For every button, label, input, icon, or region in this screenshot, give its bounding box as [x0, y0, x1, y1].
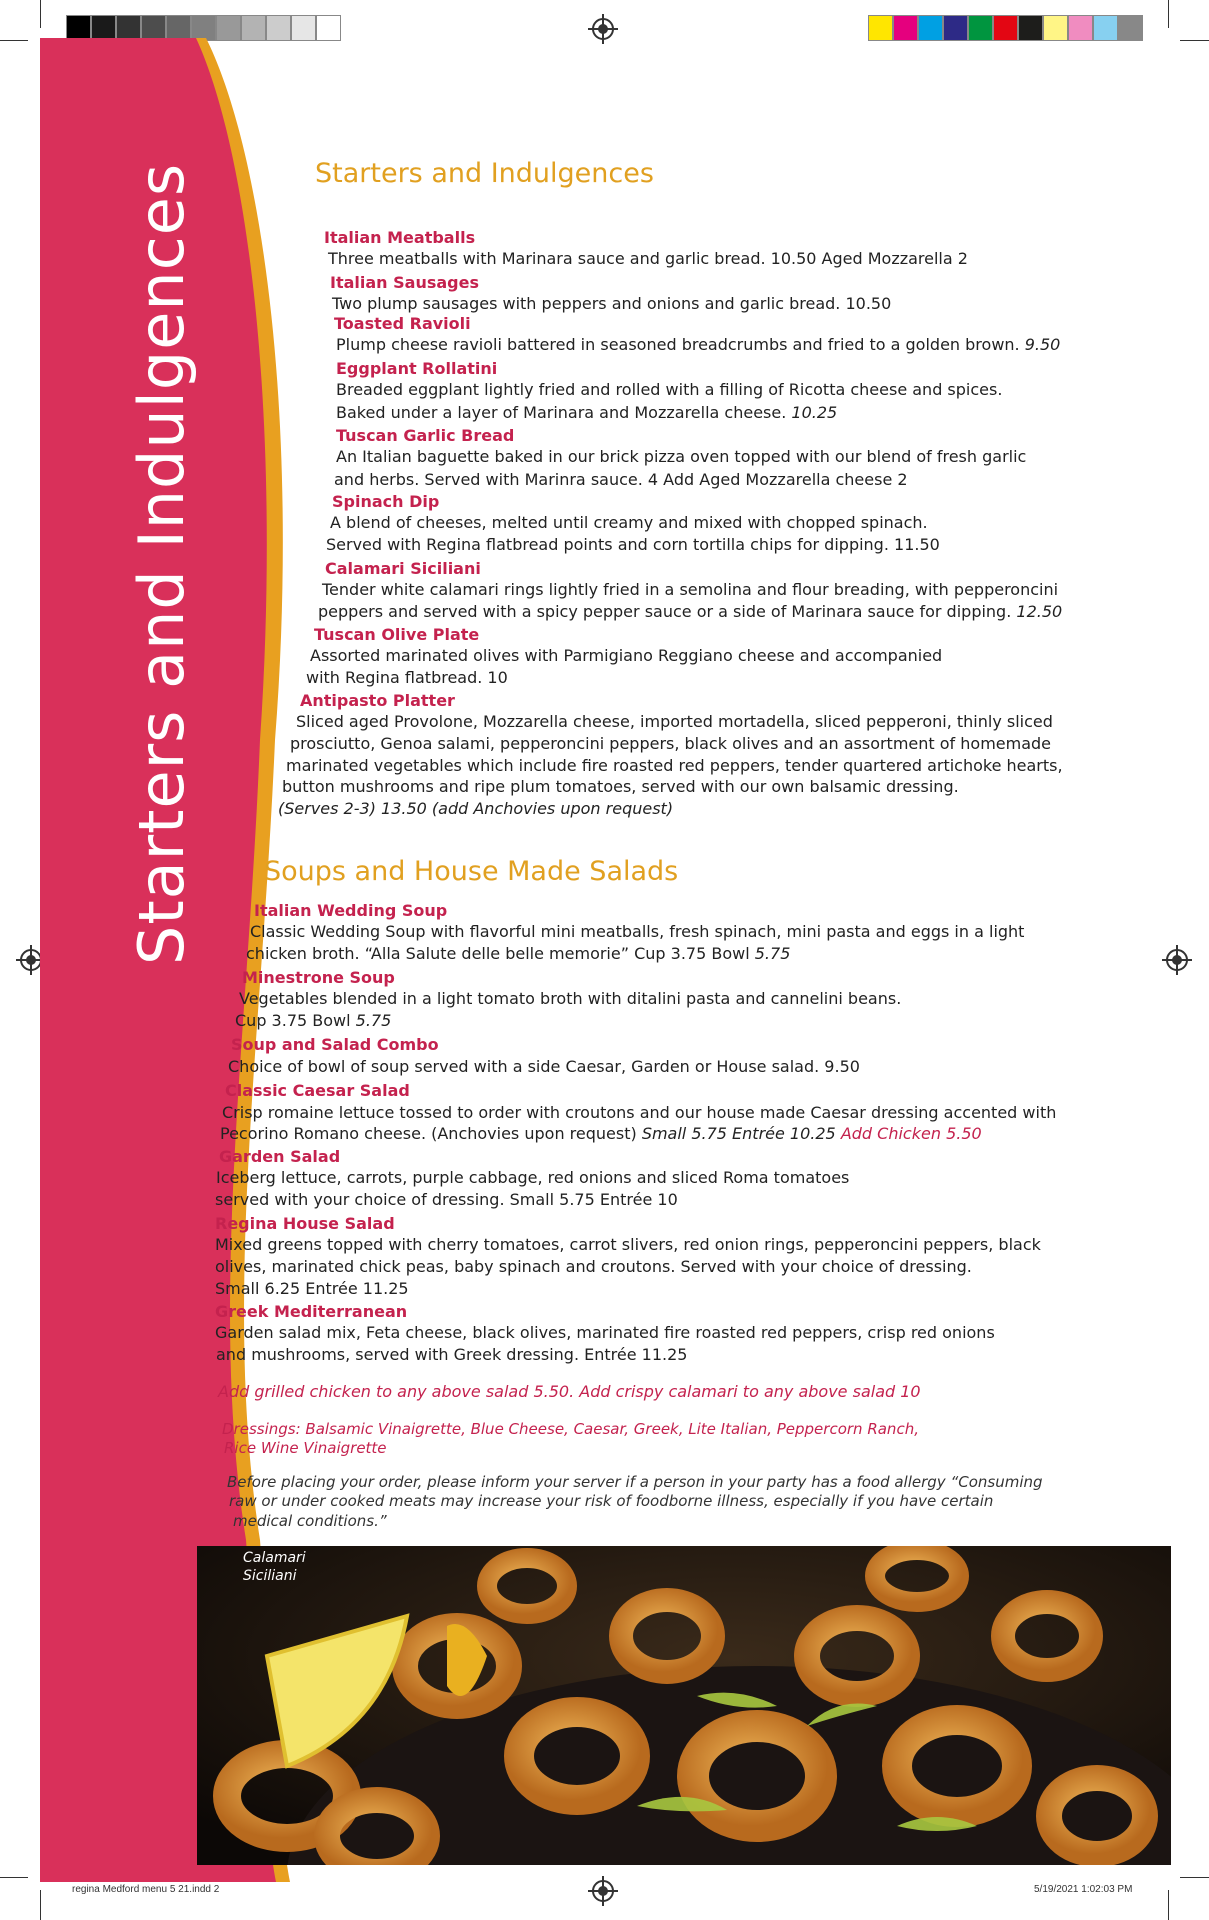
item-spinach-dip: Spinach Dip [332, 492, 440, 511]
soups-heading: Soups and House Made Salads [264, 856, 679, 887]
item-description: Cup 3.75 Bowl 5.75 [235, 1011, 392, 1030]
photo-caption: Calamari [243, 1550, 306, 1566]
item-toasted-ravioli: Toasted Ravioli [334, 314, 471, 333]
item-regina-house-salad: Regina House Salad [215, 1214, 395, 1233]
item-description: Served with Regina flatbread points and corn tortilla chips for dipping. 11.50 [326, 535, 940, 554]
item-description: and mushrooms, served with Greek dressing. Entrée 11.25 [216, 1345, 688, 1364]
color-swatch [893, 15, 918, 41]
item-addon: Add Chicken 5.50 [840, 1124, 982, 1143]
item-description: Pecorino Romano cheese. (Anchovies upon request) Small 5.75 Entrée 10.25 Add Chicken 5.50 [220, 1124, 982, 1143]
color-swatch [1068, 15, 1093, 41]
item-description: served with your choice of dressing. Small 5.75 Entrée 10 [215, 1190, 678, 1209]
item-price: 10.25 [791, 403, 838, 422]
item-description: Choice of bowl of soup served with a side Caesar, Garden or House salad. 9.50 [228, 1057, 860, 1076]
item-soup-and-salad-combo: Soup and Salad Combo [231, 1035, 439, 1054]
item-description: olives, marinated chick peas, baby spinach and croutons. Served with your choice of dressing. [215, 1257, 972, 1276]
color-swatch [1118, 15, 1143, 41]
item-description: Classic Wedding Soup with flavorful mini meatballs, fresh spinach, mini pasta and eggs in a light [250, 922, 1025, 941]
item-description: Small 6.25 Entrée 11.25 [215, 1279, 409, 1298]
item-description: and herbs. Served with Marinra sauce. 4 Add Aged Mozzarella cheese 2 [334, 470, 908, 489]
fried-calamari-illustration [197, 1546, 1171, 1865]
calamari-photo [197, 1546, 1171, 1865]
allergy-notice: raw or under cooked meats may increase your risk of foodborne illness, especially if you have certain [229, 1492, 994, 1510]
crop-mark [1168, 1890, 1169, 1920]
item-antipasto-platter: Antipasto Platter [300, 691, 455, 710]
item-description: Mixed greens topped with cherry tomatoes, carrot slivers, red onion rings, pepperoncini peppers, black [215, 1235, 1041, 1254]
starters-heading: Starters and Indulgences [315, 158, 654, 189]
item-price: 12.50 [1016, 602, 1063, 621]
item-italian-meatballs: Italian Meatballs [324, 228, 476, 247]
item-description: Iceberg lettuce, carrots, purple cabbage, red onions and sliced Roma tomatoes [216, 1168, 850, 1187]
crop-mark [1168, 0, 1169, 28]
item-minestrone-soup: Minestrone Soup [242, 968, 395, 987]
dressings-note: Dressings: Balsamic Vinaigrette, Blue Cheese, Caesar, Greek, Lite Italian, Peppercorn Ranch, [222, 1420, 919, 1438]
item-description: button mushrooms and ripe plum tomatoes, served with our own balsamic dressing. [282, 777, 959, 796]
item-description: Baked under a layer of Marinara and Mozzarella cheese. 10.25 [336, 403, 838, 422]
item-description: Crisp romaine lettuce tossed to order with croutons and our house made Caesar dressing accented with [222, 1103, 1057, 1122]
photo-caption: Siciliani [243, 1568, 297, 1584]
item-price: 5.75 [754, 944, 791, 963]
color-swatch [993, 15, 1018, 41]
color-swatch [316, 15, 341, 41]
color-swatch [1093, 15, 1118, 41]
item-description: Tender white calamari rings lightly fried in a semolina and flour breading, with pepperoncini [322, 580, 1059, 599]
item-description: An Italian baguette baked in our brick pizza oven topped with our blend of fresh garlic [336, 447, 1027, 466]
item-price: Small 5.75 Entrée 10.25 [641, 1124, 836, 1143]
registration-mark-icon [592, 1880, 614, 1902]
item-price: 9.50 [1024, 335, 1061, 354]
color-swatch [943, 15, 968, 41]
item-garden-salad: Garden Salad [219, 1147, 341, 1166]
registration-mark-icon [1166, 949, 1188, 971]
crop-mark [1180, 40, 1209, 41]
item-tuscan-garlic-bread: Tuscan Garlic Bread [336, 426, 515, 445]
item-description: prosciutto, Genoa salami, pepperoncini peppers, black olives and an assortment of homemade [290, 734, 1052, 753]
color-swatch [1018, 15, 1043, 41]
item-calamari-siciliani: Calamari Siciliani [325, 559, 481, 578]
item-eggplant-rollatini: Eggplant Rollatini [336, 359, 498, 378]
process-color-bar [868, 15, 1143, 41]
registration-mark-icon [592, 18, 614, 40]
footer-filename: regina Medford menu 5 21.indd 2 [72, 1884, 220, 1895]
item-description: chicken broth. “Alla Salute delle belle memorie” Cup 3.75 Bowl 5.75 [246, 944, 791, 963]
crop-mark [1180, 1877, 1209, 1878]
salad-addons-note: Add grilled chicken to any above salad 5.50. Add crispy calamari to any above salad 10 [218, 1382, 921, 1401]
item-description: Two plump sausages with peppers and onions and garlic bread. 10.50 [332, 294, 892, 313]
color-swatch [1043, 15, 1068, 41]
item-greek-mediterranean: Greek Mediterranean [215, 1302, 408, 1321]
item-description: Sliced aged Provolone, Mozzarella cheese, imported mortadella, sliced pepperoni, thinly sliced [296, 712, 1053, 731]
item-description: Assorted marinated olives with Parmigiano Reggiano cheese and accompanied [310, 646, 943, 665]
item-description: A blend of cheeses, melted until creamy and mixed with chopped spinach. [330, 513, 928, 532]
item-italian-sausages: Italian Sausages [330, 273, 479, 292]
item-italian-wedding-soup: Italian Wedding Soup [254, 901, 448, 920]
color-swatch [868, 15, 893, 41]
dressings-note: Rice Wine Vinaigrette [224, 1439, 387, 1457]
allergy-notice: medical conditions.” [233, 1512, 387, 1530]
item-tuscan-olive-plate: Tuscan Olive Plate [314, 625, 480, 644]
side-band-title: Starters and Indulgences [125, 162, 198, 965]
color-swatch [968, 15, 993, 41]
color-swatch [918, 15, 943, 41]
item-description: Vegetables blended in a light tomato broth with ditalini pasta and cannelini beans. [239, 989, 902, 1008]
item-description: peppers and served with a spicy pepper sauce or a side of Marinara sauce for dipping. 12.50 [318, 602, 1063, 621]
item-description: marinated vegetables which include fire roasted red peppers, tender quartered artichoke hearts, [286, 756, 1063, 775]
item-classic-caesar-salad: Classic Caesar Salad [225, 1081, 410, 1100]
item-description: Garden salad mix, Feta cheese, black olives, marinated fire roasted red peppers, crisp red onions [215, 1323, 995, 1342]
item-description: Three meatballs with Marinara sauce and garlic bread. 10.50 Aged Mozzarella 2 [328, 249, 968, 268]
item-serves: (Serves 2-3) 13.50 (add Anchovies upon request) [278, 799, 674, 818]
item-description: with Regina flatbread. 10 [306, 668, 508, 687]
allergy-notice: Before placing your order, please inform your server if a person in your party has a food allergy “Consuming [227, 1473, 1043, 1491]
item-description: Plump cheese ravioli battered in seasoned breadcrumbs and fried to a golden brown. 9.50 [336, 335, 1061, 354]
footer-timestamp: 5/19/2021 1:02:03 PM [1034, 1884, 1133, 1895]
item-description: Breaded eggplant lightly fried and rolled with a filling of Ricotta cheese and spices. [336, 380, 1003, 399]
item-price: 5.75 [355, 1011, 392, 1030]
